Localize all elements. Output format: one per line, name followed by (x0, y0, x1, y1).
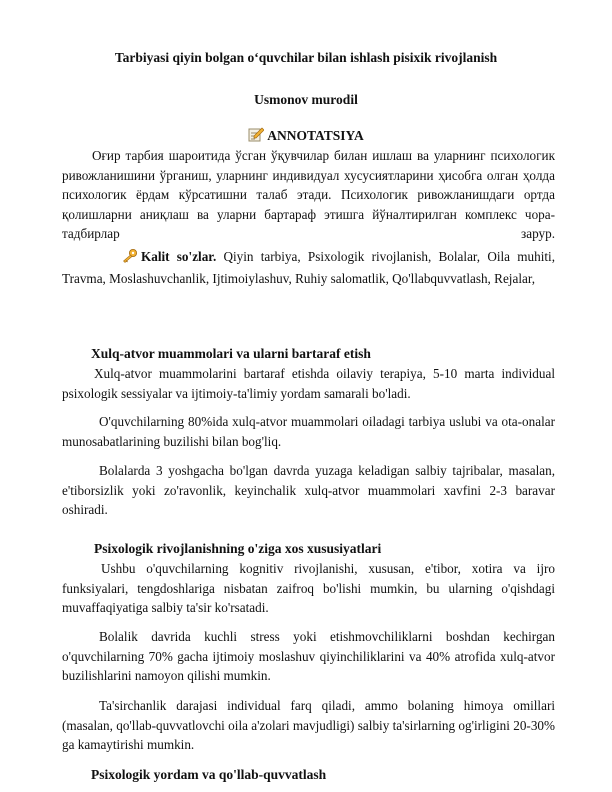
annotation-text: Оғир тарбия шароитида ўсган ўқувчилар билан ишлаш ва уларнинг психологик ривожланишини ўрганиш, уларнинг индивидуал хусусиятларини ҳисобга олган ҳолда психологик ёрдам кўрсатишни талаб этади. Психологик ривожланишдаги ортда қолишларни аниқлаш ва уларни бартараф этишга йўналтирилган комплекс чора-тадбирлар зарур. (62, 148, 555, 242)
development-paragraph-2: Bolalik davrida kuchli stress yoki etishmovchiliklarni boshdan kechirgan o'quvchilarning 70% gacha ijtimoiy moslashuv qiyinchiliklarini va 40% atrofida xulq-atvor buzilishlarini namoyon qilishi mumkin. (62, 629, 555, 684)
section-heading-behavior: Xulq-atvor muammolari va ularni bartaraf etish (91, 346, 371, 361)
keywords-text: Qiyin tarbiya, Psixologik rivojlanish, Bolalar, Oila muhiti, Travma, Moslashuvchanlik, Ijtimoiylashuv, Ruhiy salomatlik, Qo'llabquvvatlash, Rejalar, (62, 249, 555, 286)
development-paragraph-3: Ta'sirchanlik darajasi individual farq qiladi, ammo bolaning himoya omillari (masalan, qo'llab-quvvatlovchi oila a'zolari mavjudligi) salbiy ta'sirlarning og'irligini 20-30% ga kamaytirishi mumkin. (62, 698, 555, 753)
behavior-paragraph-2: O'quvchilarning 80%ida xulq-atvor muammolari oiladagi tarbiya uslubi va ota-onalar munosabatlarining buzilishi bilan bog'liq. (62, 414, 555, 449)
keywords-paragraph (62, 247, 555, 288)
memo-pencil-icon (248, 127, 264, 146)
section-heading-support: Psixologik yordam va qo'llab-quvvatlash (91, 767, 327, 782)
annotation-heading-text: ANNOTATSIYA (267, 128, 364, 143)
development-paragraph-1: Ushbu o'quvchilarning kognitiv rivojlanishi, xususan, e'tibor, xotira va ijro funksiyalari, tengdoshlariga nisbatan zaifroq bo'lishi mumkin, bu ularning o'qishdagi muvaffaqiyatiga salbiy ta'sir ko'rsatadi. (62, 561, 555, 616)
paper-title: Tarbiyasi qiyin bolgan o‘quvchilar bilan ishlash pisixik rivojlanish (114, 50, 498, 65)
key-icon (92, 249, 138, 269)
annotation-heading (0, 127, 612, 146)
behavior-paragraph-3: Bolalarda 3 yoshgacha bo'lgan davrda yuzaga keladigan salbiy tajribalar, masalan, e'tiborsizlik yoki zo'ravonlik, keyinchalik xulq-atvor muammolari xavfini 2-3 baravar oshiradi. (62, 463, 555, 518)
author-name: Usmonov murodil (254, 92, 358, 107)
keywords-label: Kalit so'zlar. (141, 249, 217, 264)
section-heading-development: Psixologik rivojlanishning o'ziga xos xususiyatlari (94, 541, 382, 556)
behavior-paragraph-1: Xulq-atvor muammolarini bartaraf etishda oilaviy terapiya, 5-10 marta individual psixologik sessiyalar va ijtimoiy-ta'limiy yordam samarali bo'ladi. (62, 366, 555, 401)
